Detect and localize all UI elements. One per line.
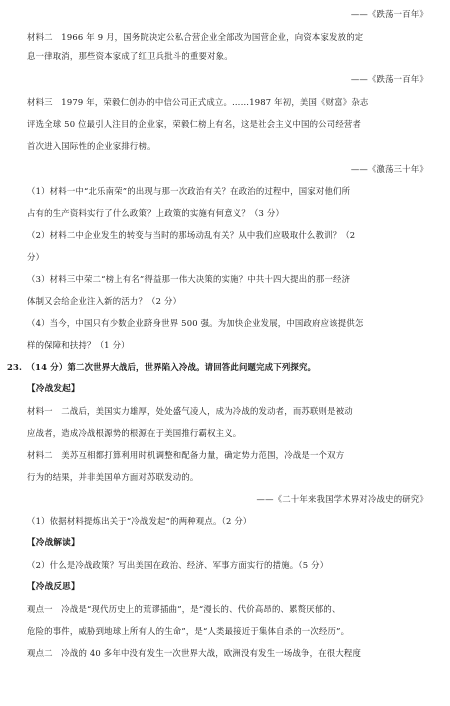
material-3-text: 评选全球 50 位最引人注目的企业家，荣毅仁榜上有名，这是社会主义中国的公司经营者 <box>27 119 362 129</box>
section-heading: 【冷战解读】 <box>27 538 80 548</box>
question-line: （4）当今，中国只有少数企业跻身世界 500 强。为加快企业发展，中国政府应该提供怎 <box>27 318 364 328</box>
material-3-text: 材料三 1979 年，荣毅仁创办的中信公司正式成立。……1987 年初，美国《财富》杂志 <box>27 97 369 107</box>
material-1-text: 应战者，造成冷战根源势的根源在于美国推行霸权主义。 <box>27 428 242 438</box>
material-2-text: 行为的结果，并非美国单方面对苏联发动的。 <box>27 472 199 482</box>
material-2-text: 材料二 1966 年 9 月，国务院决定公私合营企业全部改为国营企业，向资本家发放的定 <box>27 32 364 42</box>
material-1-text: 材料一 二战后，美国实力雄厚，处处盛气凌人，成为冷战的发动者，而苏联则是被动 <box>27 406 353 416</box>
viewpoint-1-text: 危险的事件，威胁到地球上所有人的生命”，是“人类最接近于集体自杀的一次经历”。 <box>27 626 350 636</box>
source-citation: ——《二十年来我国学术界对冷战史的研究》 <box>256 494 428 504</box>
source-citation: ——《跌荡一百年》 <box>350 9 428 19</box>
source-citation: ——《跌荡一百年》 <box>350 74 428 84</box>
viewpoint-2-text: 观点二 冷战的 40 多年中没有发生一次世界大战，欧洲没有发生一场战争，在很大程度 <box>27 648 362 658</box>
section-heading: 【冷战反思】 <box>27 582 80 592</box>
material-2-text: 材料二 美苏互相都打算利用时机调整和配备力量，确定势力范围，冷战是一个双方 <box>27 450 345 460</box>
question-line: （2）材料二中企业发生的转变与当时的那场动乱有关？从中我们应吸取什么教训？（2 <box>27 230 356 240</box>
question-line: （1）材料一中“北乐南荣”的出现与那一次政治有关？在政治的过程中，国家对他们所 <box>27 186 351 196</box>
question-line: 占有的生产资料实行了什么政策？上政策的实施有何意义？（3 分） <box>27 208 285 218</box>
question-line: （1）依据材料提炼出关于“冷战发起”的两种观点。（2 分） <box>27 516 252 526</box>
material-3-text: 首次进入国际性的企业家排行榜。 <box>27 141 156 151</box>
material-2-text: 息一律取消，那些资本家成了红卫兵批斗的重要对象。 <box>27 51 233 61</box>
question-23-title: 23. （14 分）第二次世界大战后，世界陷入冷战。请回答此问题完成下列探究。 <box>7 362 317 372</box>
question-line: 体制又会给企业注入新的活力？（2 分） <box>27 296 182 306</box>
section-heading: 【冷战发起】 <box>27 384 80 394</box>
question-line: （3）材料三中荣二“榜上有名”得益那一伟大决策的实施？中共十四大提出的那一经济 <box>27 274 351 284</box>
question-line: （2）什么是冷战政策？写出美国在政治、经济、军事方面实行的措施。（5 分） <box>27 560 329 570</box>
source-citation: ——《激荡三十年》 <box>350 164 428 174</box>
question-line: 样的保障和扶持？（1 分） <box>27 340 130 350</box>
viewpoint-1-text: 观点一 冷战是“现代历史上的荒谬插曲”，是“漫长的、代价高昂的、累赘厌郁的、 <box>27 604 341 614</box>
question-line: 分） <box>27 252 45 262</box>
